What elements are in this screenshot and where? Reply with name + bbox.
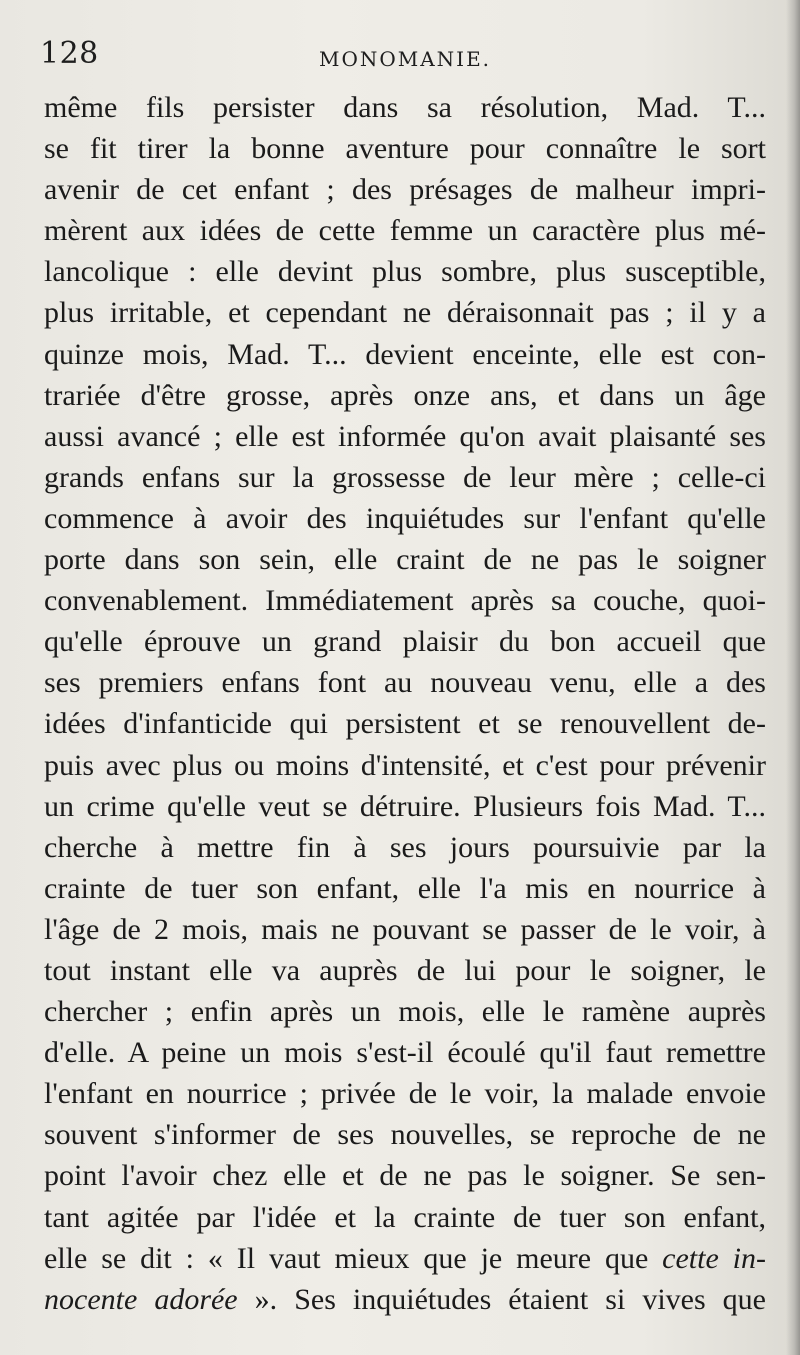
text-line: cherche à mettre fin à ses jours poursuivie par la: [44, 830, 766, 864]
italic-fragment: cette in-: [662, 1241, 766, 1275]
text-line: chercher ; enfin après un mois, elle le ramène auprès: [44, 995, 766, 1029]
text-line: quinze mois, Mad. T... devient enceinte, elle est con-: [44, 337, 766, 371]
text-line: lancolique : elle devint plus sombre, plus susceptible,: [44, 255, 766, 289]
text-line: grands enfans sur la grossesse de leur mère ; celle-ci: [44, 460, 766, 494]
text-line: ses premiers enfans font au nouveau venu, elle a des: [44, 666, 766, 700]
text-line: convenablement. Immédiatement après sa couche, quoi-: [44, 584, 766, 618]
text-line: un crime qu'elle veut se détruire. Plusieurs fois Mad. T...: [44, 789, 766, 823]
text-fragment: ». Ses inquiétudes étaient si vives que: [237, 1282, 766, 1316]
body-text: [44, 87, 766, 1320]
text-line: souvent s'informer de ses nouvelles, se reproche de ne: [44, 1118, 766, 1152]
running-head: MONOMANIE.: [318, 47, 492, 71]
text-line: l'enfant en nourrice ; privée de le voir, la malade envoie: [44, 1077, 766, 1111]
text-line: idées d'infanticide qui persistent et se renouvellent de-: [44, 707, 766, 741]
page-edge-shadow: [786, 0, 800, 1355]
text-line: point l'avoir chez elle et de ne pas le soigner. Se sen-: [44, 1159, 766, 1193]
text-line: avenir de cet enfant ; des présages de malheur impri-: [44, 173, 766, 207]
text-line: mèrent aux idées de cette femme un caractère plus mé-: [44, 214, 766, 248]
text-line: tout instant elle va auprès de lui pour le soigner, le: [44, 953, 766, 987]
text-line: d'elle. A peine un mois s'est-il écoulé qu'il faut remettre: [44, 1036, 766, 1070]
text-line: commence à avoir des inquiétudes sur l'enfant qu'elle: [44, 501, 766, 535]
text-line: trariée d'être grosse, après onze ans, et dans un âge: [44, 378, 766, 412]
text-line: [44, 1238, 766, 1279]
italic-fragment: nocente adorée: [44, 1282, 238, 1316]
text-line: aussi avancé ; elle est informée qu'on avait plaisanté ses: [44, 419, 766, 453]
text-fragment: elle se dit : « Il vaut mieux que je meure que: [44, 1241, 663, 1275]
text-line: même fils persister dans sa résolution, Mad. T...: [44, 91, 766, 124]
text-line: l'âge de 2 mois, mais ne pouvant se passer de le voir, à: [44, 912, 766, 946]
text-line: [44, 1279, 766, 1320]
page-number: 128: [40, 36, 99, 71]
page-header: [40, 34, 770, 84]
text-line: plus irritable, et cependant ne déraisonnait pas ; il y a: [44, 296, 766, 330]
text-line: tant agitée par l'idée et la crainte de tuer son enfant,: [44, 1200, 766, 1234]
text-line: porte dans son sein, elle craint de ne pas le soigner: [44, 543, 766, 577]
text-line: puis avec plus ou moins d'intensité, et c'est pour prévenir: [44, 748, 766, 782]
text-line: se fit tirer la bonne aventure pour connaître le sort: [44, 132, 766, 166]
text-line: qu'elle éprouve un grand plaisir du bon accueil que: [44, 625, 766, 659]
text-line: crainte de tuer son enfant, elle l'a mis en nourrice à: [44, 871, 766, 905]
